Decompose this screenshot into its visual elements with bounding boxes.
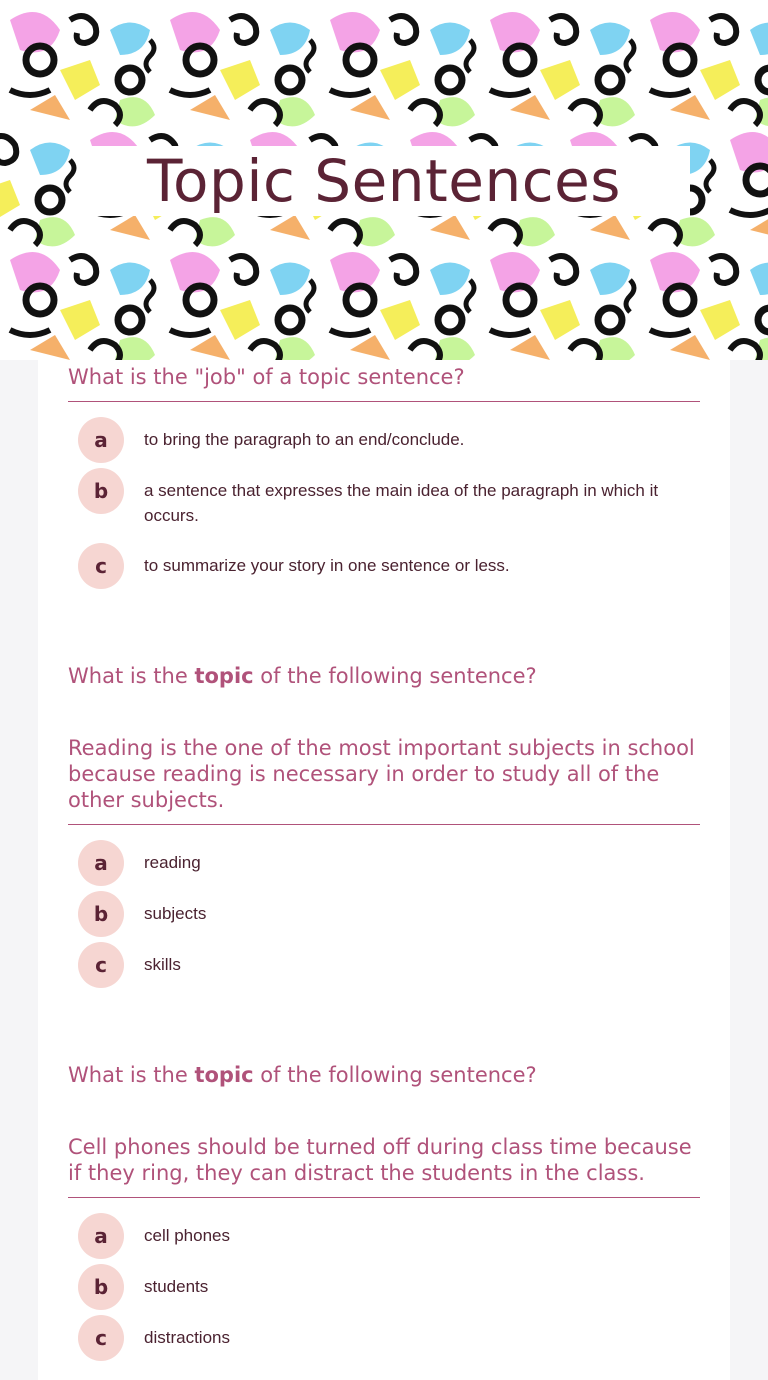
worksheet-card — [38, 360, 730, 1380]
question-2-text-after: of the following sentence? — [253, 664, 537, 688]
question-3-text-after: of the following sentence? — [253, 1063, 537, 1087]
question-2-prompt-text: Reading is the one of the most important subjects in school because reading is necessary in order to study all of the other subjects. — [68, 736, 695, 812]
option-letter-badge: a — [78, 417, 124, 463]
option-letter-badge: c — [78, 543, 124, 589]
question-1-text: What is the "job" of a topic sentence? — [68, 365, 465, 389]
option-letter-badge: c — [78, 942, 124, 988]
option-text: cell phones — [144, 1226, 231, 1245]
q2-option-b[interactable] — [78, 891, 700, 937]
option-text: skills — [144, 955, 181, 974]
question-3-divider — [68, 1197, 700, 1198]
option-text: subjects — [144, 904, 207, 923]
q3-option-c[interactable] — [78, 1315, 700, 1361]
question-3-prompt-text: Cell phones should be turned off during class time because if they ring, they can distract the students in the class. — [68, 1135, 692, 1185]
question-2-text-before: What is the — [68, 664, 195, 688]
option-text: a sentence that expresses the main idea of the paragraph in which it occurs. — [144, 481, 659, 525]
option-letter-badge: c — [78, 1315, 124, 1361]
question-3-text — [68, 1062, 700, 1088]
question-3-text-before: What is the — [68, 1063, 195, 1087]
question-3 — [68, 1062, 700, 1088]
q1-option-a[interactable] — [78, 417, 700, 463]
option-letter-badge: a — [78, 840, 124, 886]
question-1-divider — [68, 401, 700, 402]
question-2-text — [68, 663, 700, 689]
question-3-prompt — [68, 1134, 700, 1186]
option-letter-badge: a — [78, 1213, 124, 1259]
page-title: Topic Sentences — [146, 147, 622, 215]
question-3-text-bold: topic — [194, 1063, 254, 1087]
option-text: distractions — [144, 1328, 230, 1347]
question-2-text-bold: topic — [194, 664, 254, 688]
option-text: students — [144, 1277, 209, 1296]
question-2-prompt — [68, 735, 700, 813]
question-2-divider — [68, 824, 700, 825]
q3-option-b[interactable] — [78, 1264, 700, 1310]
q2-option-c[interactable] — [78, 942, 700, 988]
option-text: to summarize your story in one sentence or less. — [144, 556, 510, 575]
option-text: to bring the paragraph to an end/conclude. — [144, 430, 465, 449]
option-text: reading — [144, 853, 201, 872]
question-2 — [68, 663, 700, 689]
option-letter-badge: b — [78, 468, 124, 514]
q2-option-a[interactable] — [78, 840, 700, 886]
q1-option-c[interactable] — [78, 543, 700, 589]
header-banner — [0, 0, 768, 360]
option-letter-badge: b — [78, 891, 124, 937]
q3-option-a[interactable] — [78, 1213, 700, 1259]
title-box — [78, 146, 690, 216]
question-1 — [68, 364, 700, 390]
q1-option-b[interactable] — [78, 468, 660, 528]
option-letter-badge: b — [78, 1264, 124, 1310]
